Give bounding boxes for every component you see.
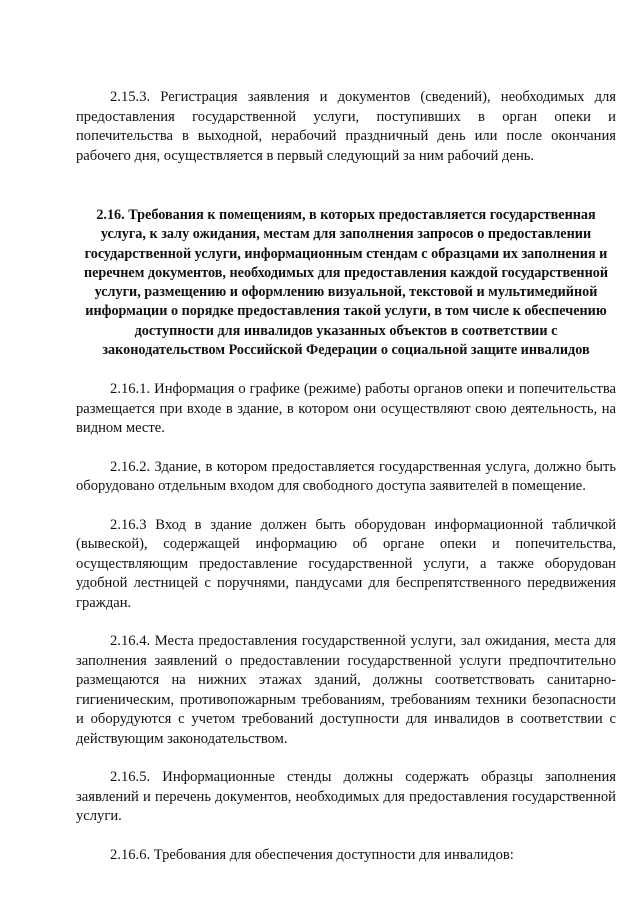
paragraph-2-16-6: 2.16.6. Требования для обеспечения доступности для инвалидов: (110, 846, 514, 863)
paragraph-2-15-3: 2.15.3. Регистрация заявления и документов (сведений), необходимых для предоставления государственной услуги, поступивших в орган опеки и попечительства в выходной, нерабочий праздничный день или после окончания рабочего дня, осуществляется в первый следующий за ним рабочий день. (76, 89, 616, 164)
paragraph-2-16-3: 2.16.3 Вход в здание должен быть оборудован информационной табличкой (вывеской), содержащей информацию об органе опеки и попечительства, осуществляющим предоставление государственной услуги, а также оборудован удобной лестницей с поручнями, пандусами для беспрепятственного передвижения граждан. (76, 516, 616, 611)
paragraph-2-16-2: 2.16.2. Здание, в котором предоставляется государственная услуга, должно быть оборудовано отдельным входом для свободного доступа заявителей в помещение. (76, 458, 616, 495)
paragraph-2-16-1: 2.16.1. Информация о графике (режиме) работы органов опеки и попечительства размещается при входе в здание, в котором они осуществляют свою деятельность, на видном месте. (76, 381, 616, 437)
paragraph-2-16-4: 2.16.4. Места предоставления государственной услуги, зал ожидания, места для заполнения заявлений о предоставлении государственной услуги предпочтительно размещаются на нижних этажах зданий, должны соответствовать санитарно-гигиеническим, противопожарным требованиям, требованиям техники безопасности и оборудуются с учетом требований доступности для инвалидов в соответствии с действующим законодательством. (76, 633, 616, 747)
document-page (76, 88, 616, 865)
paragraph-2-16-5: 2.16.5. Информационные стенды должны содержать образцы заполнения заявлений и перечень документов, необходимых для предоставления государственной услуги. (76, 769, 616, 825)
section-heading-2-16: 2.16. Требования к помещениям, в которых предоставляется государственная услуга, к залу ожидания, местам для заполнения запросов о предоставлении государственной услуги, информационным стендам с образцами их заполнения и перечнем документов, необходимых для предоставления каждой государственной услуги, размещению и оформлению визуальной, текстовой и мультимедийной информации о порядке предоставления такой услуги, в том числе к обеспечению доступности для инвалидов указанных объектов в соответствии с законодательством Российской Федерации о социальной защите инвалидов (83, 207, 609, 359)
